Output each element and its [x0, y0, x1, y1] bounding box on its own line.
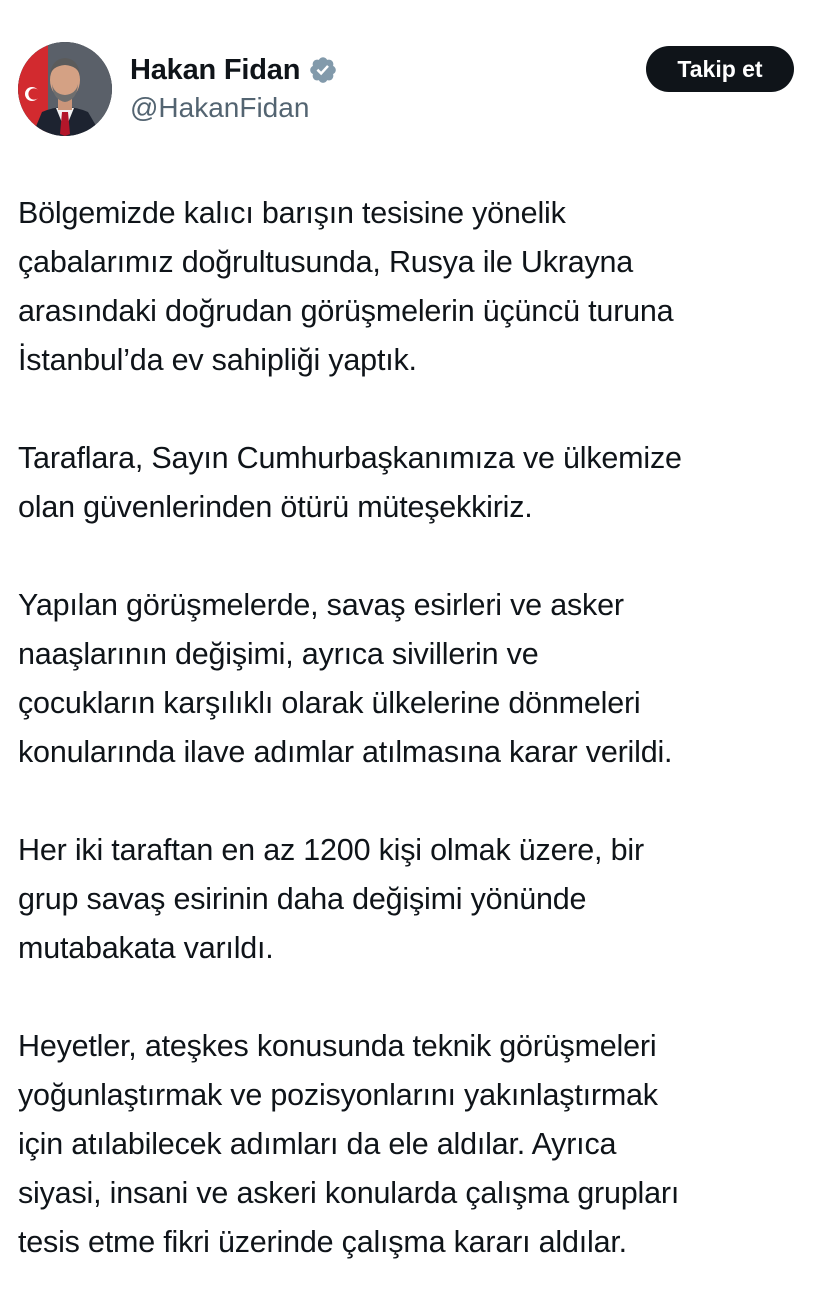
name-row — [130, 50, 338, 90]
follow-button[interactable]: Takip et — [646, 46, 794, 92]
tweet-header — [18, 42, 794, 138]
author-info — [130, 50, 338, 124]
display-name[interactable]: Hakan Fidan — [130, 53, 301, 86]
tweet-paragraph: Heyetler, ateşkes konusunda teknik görüşmeleri yoğunlaştırmak ve pozisyonlarını yakınlaştırmak için atılabilecek adımları da ele aldılar. Ayrıca siyasi, insani ve askeri konularda çalışma grupları tesis etme fikri üzerinde çalışma kararı aldılar. — [18, 1029, 680, 1259]
profile-photo-icon — [18, 42, 112, 136]
verified-badge-icon[interactable] — [308, 55, 338, 85]
tweet-text — [18, 189, 818, 1267]
tweet-paragraph: Her iki taraftan en az 1200 kişi olmak üzere, bir grup savaş esirinin daha değişimi yönünde mutabakata varıldı. — [18, 833, 644, 965]
tweet-paragraph: Taraflara, Sayın Cumhurbaşkanımıza ve ülkemize olan güvenlerinden ötürü müteşekkiriz. — [18, 441, 682, 524]
tweet-paragraph: Yapılan görüşmelerde, savaş esirleri ve asker naaşlarının değişimi, ayrıca sivillerin ve çocukların karşılıklı olarak ülkelerine dönmeleri konularında ilave adımlar atılmasına karar verildi. — [18, 588, 673, 769]
tweet-paragraph: Bölgemizde kalıcı barışın tesisine yönelik çabalarımız doğrultusunda, Rusya ile Ukrayna arasındaki doğrudan görüşmelerin üçüncü turuna İstanbul’da ev sahipliği yaptık. — [18, 196, 674, 377]
author-handle[interactable]: @HakanFidan — [130, 92, 310, 123]
avatar[interactable] — [18, 42, 112, 136]
